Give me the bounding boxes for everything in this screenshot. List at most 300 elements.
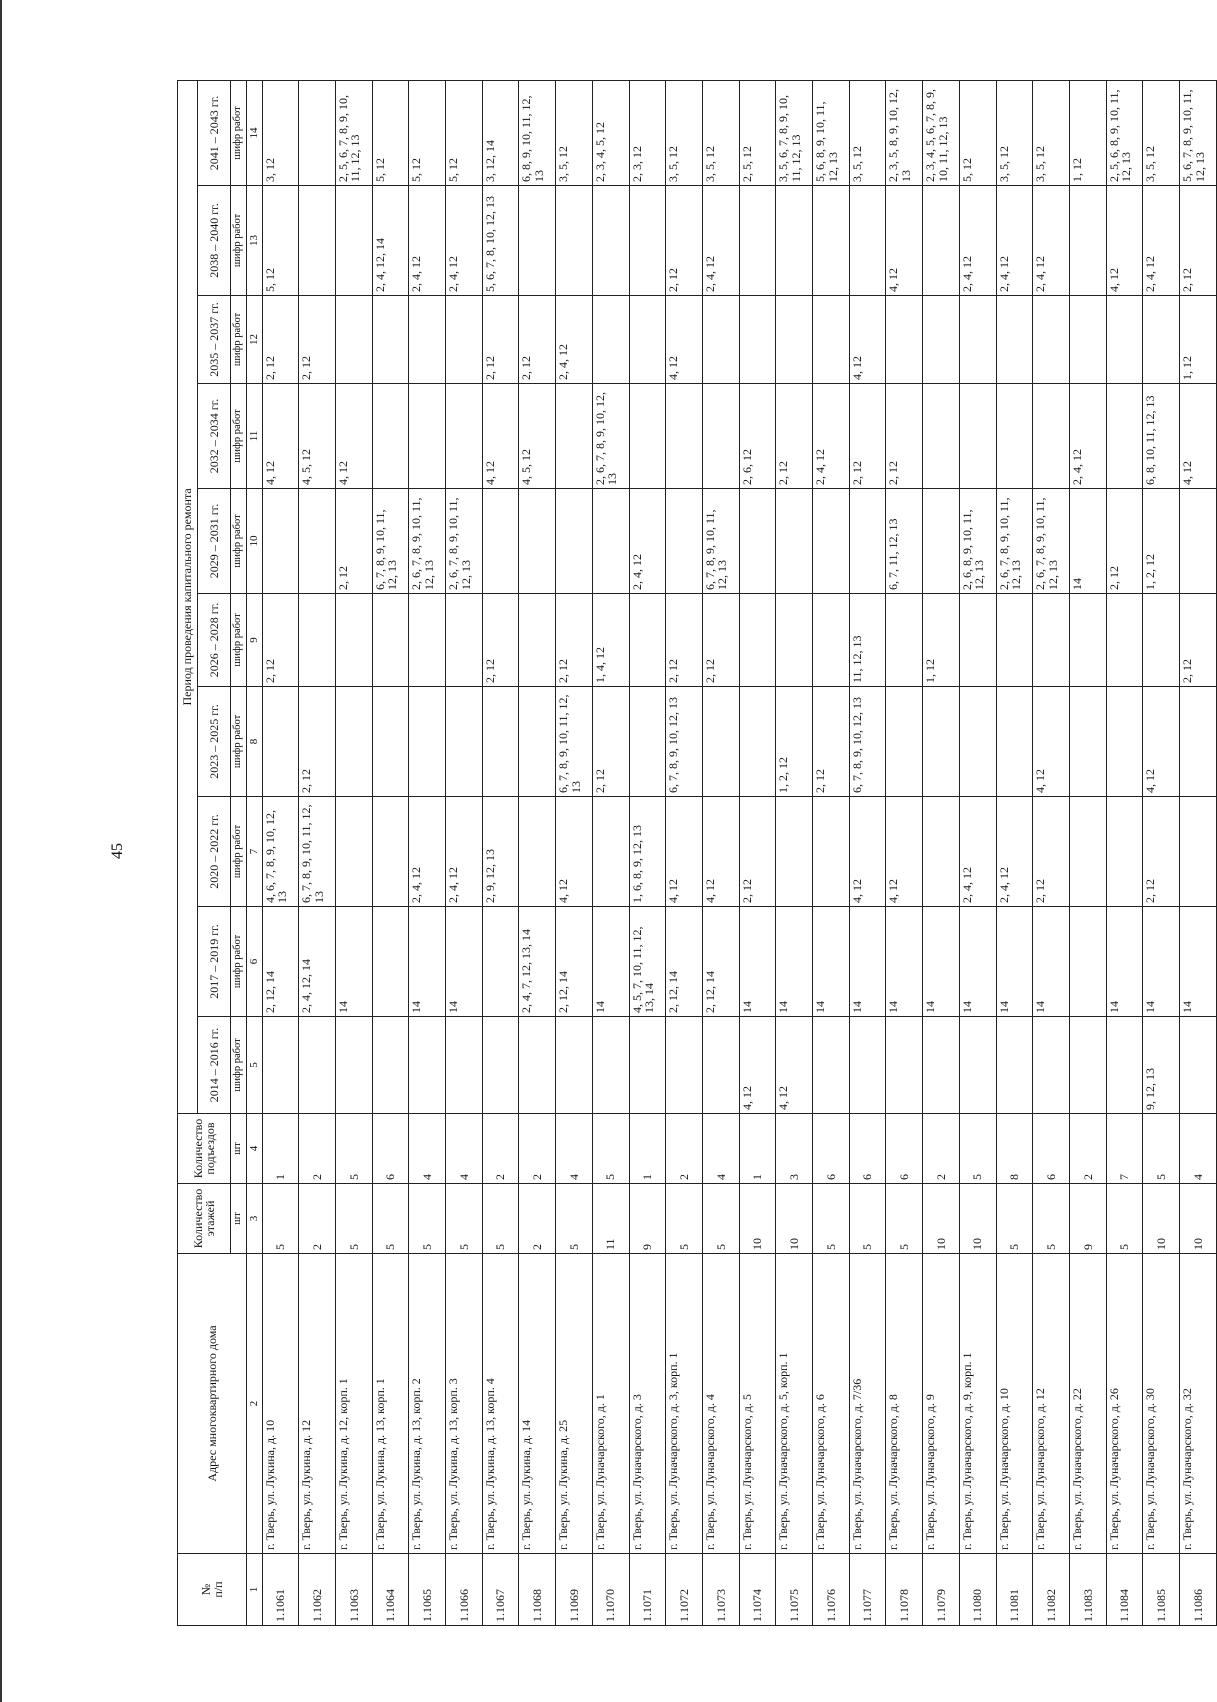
row-work-codes-period-9 <box>776 186 813 296</box>
row-floors: 9 <box>629 1184 666 1254</box>
row-work-codes-period-5 <box>519 594 556 687</box>
row-number: 1.1078 <box>886 1554 923 1626</box>
row-work-codes-period-8 <box>923 296 960 384</box>
row-work-codes-period-8: 4, 12 <box>849 296 886 384</box>
table-row <box>813 80 850 1625</box>
row-work-codes-period-6 <box>592 489 629 594</box>
row-floors: 9 <box>1069 1184 1106 1254</box>
header-period: Период проведения капитального ремонта <box>178 80 198 1113</box>
header-period-1: 2014 – 2016 гг. <box>198 1017 231 1114</box>
row-work-codes-period-3: 4, 12 <box>556 797 593 907</box>
row-work-codes-period-9: 2, 12 <box>666 186 703 296</box>
row-work-codes-period-5 <box>299 594 336 687</box>
row-work-codes-period-5 <box>776 594 813 687</box>
row-work-codes-period-7 <box>923 384 960 489</box>
row-work-codes-period-1 <box>959 1017 996 1114</box>
row-entrances: 3 <box>776 1114 813 1184</box>
row-entrances: 8 <box>996 1114 1033 1184</box>
row-work-codes-period-9: 2, 4, 12 <box>959 186 996 296</box>
row-entrances: 7 <box>1106 1114 1143 1184</box>
row-work-codes-period-9: 2, 4, 12 <box>1033 186 1070 296</box>
row-work-codes-period-8 <box>1069 296 1106 384</box>
row-work-codes-period-4 <box>996 687 1033 797</box>
row-number: 1.1066 <box>446 1554 483 1626</box>
row-work-codes-period-5 <box>959 594 996 687</box>
row-work-codes-period-10: 5, 6, 7, 8, 9, 10, 11, 12, 13 <box>1180 80 1217 185</box>
header-unit-floors: шт <box>231 1184 247 1254</box>
row-work-codes-period-8: 2, 4, 12 <box>556 296 593 384</box>
row-address: г. Тверь, ул. Луначарского, д. 32 <box>1180 1254 1217 1554</box>
row-work-codes-period-2: 14 <box>409 907 446 1017</box>
row-work-codes-period-4 <box>629 687 666 797</box>
table-row <box>776 80 813 1625</box>
row-work-codes-period-7 <box>556 384 593 489</box>
row-work-codes-period-8 <box>886 296 923 384</box>
row-work-codes-period-2 <box>1069 907 1106 1017</box>
header-period-3: 2020 – 2022 гг. <box>198 797 231 907</box>
header-period-2: 2017 – 2019 гг. <box>198 907 231 1017</box>
row-address: г. Тверь, ул. Луначарского, д. 12 <box>1033 1254 1070 1554</box>
row-work-codes-period-8 <box>372 296 409 384</box>
header-work-code: шифр работ <box>231 797 247 907</box>
row-work-codes-period-4 <box>409 687 446 797</box>
row-work-codes-period-7: 4, 12 <box>335 384 372 489</box>
row-work-codes-period-9 <box>592 186 629 296</box>
row-work-codes-period-2: 14 <box>886 907 923 1017</box>
row-work-codes-period-8 <box>813 296 850 384</box>
table-row <box>1069 80 1106 1625</box>
row-work-codes-period-2: 14 <box>923 907 960 1017</box>
row-work-codes-period-10: 3, 12, 14 <box>482 80 519 185</box>
table-row <box>1106 80 1143 1625</box>
row-work-codes-period-9: 2, 4, 12 <box>446 186 483 296</box>
table-row <box>849 80 886 1625</box>
row-work-codes-period-5: 1, 12 <box>923 594 960 687</box>
row-work-codes-period-4 <box>482 687 519 797</box>
row-floors: 10 <box>739 1184 776 1254</box>
row-work-codes-period-8 <box>1033 296 1070 384</box>
row-number: 1.1065 <box>409 1554 446 1626</box>
row-work-codes-period-1: 4, 12 <box>776 1017 813 1114</box>
row-address: г. Тверь, ул. Луначарского, д. 3, корп. 1 <box>666 1254 703 1554</box>
row-work-codes-period-3: 2, 4, 12 <box>409 797 446 907</box>
header-column-number: 7 <box>247 797 263 907</box>
row-work-codes-period-10: 3, 5, 6, 7, 8, 9, 10, 11, 12, 13 <box>776 80 813 185</box>
row-work-codes-period-5: 2, 12 <box>262 594 299 687</box>
row-work-codes-period-10: 6, 8, 9, 10, 11, 12, 13 <box>519 80 556 185</box>
row-work-codes-period-5: 2, 12 <box>702 594 739 687</box>
row-number: 1.1083 <box>1069 1554 1106 1626</box>
row-work-codes-period-3: 2, 12 <box>1143 797 1180 907</box>
row-address: г. Тверь, ул. Лукина, д. 14 <box>519 1254 556 1554</box>
row-entrances: 2 <box>923 1114 960 1184</box>
row-work-codes-period-4 <box>739 687 776 797</box>
row-address: г. Тверь, ул. Луначарского, д. 5 <box>739 1254 776 1554</box>
row-number: 1.1081 <box>996 1554 1033 1626</box>
row-work-codes-period-1 <box>666 1017 703 1114</box>
row-address: г. Тверь, ул. Луначарского, д. 8 <box>886 1254 923 1554</box>
row-work-codes-period-2: 14 <box>592 907 629 1017</box>
row-number: 1.1082 <box>1033 1554 1070 1626</box>
row-work-codes-period-10: 5, 6, 8, 9, 10, 11, 12, 13 <box>813 80 850 185</box>
row-work-codes-period-1 <box>372 1017 409 1114</box>
row-entrances: 4 <box>556 1114 593 1184</box>
row-number: 1.1085 <box>1143 1554 1180 1626</box>
row-entrances: 2 <box>666 1114 703 1184</box>
header-period-9: 2038 – 2040 гг. <box>198 186 231 296</box>
row-floors: 11 <box>592 1184 629 1254</box>
row-floors: 10 <box>959 1184 996 1254</box>
table-row <box>299 80 336 1625</box>
row-work-codes-period-2: 14 <box>776 907 813 1017</box>
row-work-codes-period-7 <box>1033 384 1070 489</box>
row-work-codes-period-8: 2, 12 <box>299 296 336 384</box>
row-work-codes-period-7: 4, 5, 12 <box>519 384 556 489</box>
header-work-code: шифр работ <box>231 489 247 594</box>
row-work-codes-period-2: 2, 12, 14 <box>556 907 593 1017</box>
row-work-codes-period-5 <box>886 594 923 687</box>
row-floors: 5 <box>666 1184 703 1254</box>
row-work-codes-period-6 <box>556 489 593 594</box>
row-work-codes-period-7 <box>1106 384 1143 489</box>
row-work-codes-period-4: 2, 12 <box>592 687 629 797</box>
row-work-codes-period-7: 4, 12 <box>482 384 519 489</box>
row-work-codes-period-2: 14 <box>739 907 776 1017</box>
row-number: 1.1064 <box>372 1554 409 1626</box>
row-work-codes-period-6 <box>849 489 886 594</box>
row-address: г. Тверь, ул. Луначарского, д. 9, корп. 1 <box>959 1254 996 1554</box>
header-column-number: 4 <box>247 1114 263 1184</box>
row-work-codes-period-2: 14 <box>1143 907 1180 1017</box>
row-entrances: 1 <box>262 1114 299 1184</box>
row-work-codes-period-6: 1, 2, 12 <box>1143 489 1180 594</box>
row-entrances: 5 <box>335 1114 372 1184</box>
header-column-number: 13 <box>247 186 263 296</box>
row-address: г. Тверь, ул. Луначарского, д. 7/36 <box>849 1254 886 1554</box>
row-number: 1.1068 <box>519 1554 556 1626</box>
row-work-codes-period-2: 2, 12, 14 <box>262 907 299 1017</box>
row-work-codes-period-6 <box>923 489 960 594</box>
row-work-codes-period-9 <box>739 186 776 296</box>
row-number: 1.1067 <box>482 1554 519 1626</box>
row-work-codes-period-9: 2, 4, 12 <box>409 186 446 296</box>
row-work-codes-period-10: 3, 5, 12 <box>666 80 703 185</box>
table-row <box>996 80 1033 1625</box>
row-work-codes-period-2: 14 <box>1180 907 1217 1017</box>
row-work-codes-period-5 <box>1106 594 1143 687</box>
row-work-codes-period-4 <box>886 687 923 797</box>
row-work-codes-period-8 <box>702 296 739 384</box>
row-entrances: 2 <box>519 1114 556 1184</box>
row-address: г. Тверь, ул. Лукина, д. 13, корп. 2 <box>409 1254 446 1554</box>
row-work-codes-period-6 <box>262 489 299 594</box>
row-work-codes-period-9: 2, 12 <box>1180 186 1217 296</box>
row-work-codes-period-5 <box>1143 594 1180 687</box>
header-column-number: 5 <box>247 1017 263 1114</box>
table-row <box>519 80 556 1625</box>
row-work-codes-period-2: 14 <box>446 907 483 1017</box>
row-work-codes-period-5: 2, 12 <box>556 594 593 687</box>
table-row <box>372 80 409 1625</box>
capital-repair-table <box>177 80 1217 1626</box>
row-floors: 5 <box>702 1184 739 1254</box>
row-work-codes-period-8 <box>409 296 446 384</box>
row-work-codes-period-2: 14 <box>335 907 372 1017</box>
row-work-codes-period-3: 4, 12 <box>886 797 923 907</box>
row-work-codes-period-7: 4, 5, 12 <box>299 384 336 489</box>
row-work-codes-period-9: 2, 4, 12 <box>996 186 1033 296</box>
page-edge-line <box>0 0 2 1702</box>
row-work-codes-period-10: 5, 12 <box>409 80 446 185</box>
row-work-codes-period-8 <box>335 296 372 384</box>
row-work-codes-period-1 <box>335 1017 372 1114</box>
row-floors: 5 <box>335 1184 372 1254</box>
header-column-number: 8 <box>247 687 263 797</box>
row-floors: 5 <box>556 1184 593 1254</box>
row-work-codes-period-10: 3, 5, 12 <box>996 80 1033 185</box>
row-work-codes-period-6: 2, 12 <box>335 489 372 594</box>
row-work-codes-period-2: 2, 4, 12, 14 <box>299 907 336 1017</box>
row-work-codes-period-5 <box>335 594 372 687</box>
row-work-codes-period-3 <box>335 797 372 907</box>
row-work-codes-period-6 <box>739 489 776 594</box>
row-work-codes-period-7 <box>996 384 1033 489</box>
row-work-codes-period-4 <box>446 687 483 797</box>
row-work-codes-period-6: 2, 4, 12 <box>629 489 666 594</box>
row-work-codes-period-1 <box>482 1017 519 1114</box>
row-floors: 5 <box>886 1184 923 1254</box>
row-work-codes-period-7: 2, 12 <box>776 384 813 489</box>
row-floors: 5 <box>446 1184 483 1254</box>
row-work-codes-period-10: 2, 5, 6, 7, 8, 9, 10, 11, 12, 13 <box>335 80 372 185</box>
row-address: г. Тверь, ул. Лукина, д. 10 <box>262 1254 299 1554</box>
row-work-codes-period-1 <box>556 1017 593 1114</box>
header-work-code: шифр работ <box>231 1017 247 1114</box>
row-address: г. Тверь, ул. Луначарского, д. 5, корп. 1 <box>776 1254 813 1554</box>
header-column-number: 10 <box>247 489 263 594</box>
row-work-codes-period-3 <box>592 797 629 907</box>
row-work-codes-period-5: 11, 12, 13 <box>849 594 886 687</box>
row-address: г. Тверь, ул. Лукина, д. 13, корп. 3 <box>446 1254 483 1554</box>
row-work-codes-period-10 <box>299 80 336 185</box>
row-work-codes-period-10: 3, 5, 12 <box>849 80 886 185</box>
row-work-codes-period-4: 6, 7, 8, 9, 10, 12, 13 <box>849 687 886 797</box>
row-work-codes-period-8: 2, 12 <box>262 296 299 384</box>
row-number: 1.1063 <box>335 1554 372 1626</box>
row-work-codes-period-8: 1, 12 <box>1180 296 1217 384</box>
row-work-codes-period-8 <box>446 296 483 384</box>
row-work-codes-period-3: 4, 12 <box>702 797 739 907</box>
row-entrances: 5 <box>959 1114 996 1184</box>
row-address: г. Тверь, ул. Лукина, д. 13, корп. 4 <box>482 1254 519 1554</box>
row-work-codes-period-9 <box>1069 186 1106 296</box>
row-work-codes-period-9: 5, 6, 7, 8, 10, 12, 13 <box>482 186 519 296</box>
row-entrances: 4 <box>409 1114 446 1184</box>
row-work-codes-period-9 <box>813 186 850 296</box>
row-work-codes-period-9 <box>299 186 336 296</box>
row-work-codes-period-10: 2, 5, 12 <box>739 80 776 185</box>
header-column-number: 6 <box>247 907 263 1017</box>
row-work-codes-period-4 <box>1069 687 1106 797</box>
row-floors: 5 <box>1033 1184 1070 1254</box>
row-work-codes-period-1 <box>849 1017 886 1114</box>
row-entrances: 2 <box>1069 1114 1106 1184</box>
row-address: г. Тверь, ул. Луначарского, д. 30 <box>1143 1254 1180 1554</box>
row-work-codes-period-10: 5, 12 <box>372 80 409 185</box>
row-work-codes-period-7 <box>666 384 703 489</box>
row-work-codes-period-6: 6, 7, 8, 9, 10, 11, 12, 13 <box>702 489 739 594</box>
row-floors: 5 <box>1106 1184 1143 1254</box>
row-number: 1.1062 <box>299 1554 336 1626</box>
row-work-codes-period-9: 4, 12 <box>886 186 923 296</box>
row-work-codes-period-10: 2, 3, 4, 5, 6, 7, 8, 9, 10, 11, 12, 13 <box>923 80 960 185</box>
row-address: г. Тверь, ул. Луначарского, д. 4 <box>702 1254 739 1554</box>
row-work-codes-period-8 <box>959 296 996 384</box>
header-column-number: 12 <box>247 296 263 384</box>
row-work-codes-period-6: 2, 12 <box>1106 489 1143 594</box>
row-work-codes-period-2: 4, 5, 7, 10, 11, 12, 13, 14 <box>629 907 666 1017</box>
row-work-codes-period-7 <box>629 384 666 489</box>
row-work-codes-period-8: 2, 12 <box>519 296 556 384</box>
header-column-number: 2 <box>247 1254 263 1554</box>
row-work-codes-period-3 <box>372 797 409 907</box>
row-work-codes-period-5 <box>409 594 446 687</box>
row-address: г. Тверь, ул. Луначарского, д. 10 <box>996 1254 1033 1554</box>
row-work-codes-period-1 <box>629 1017 666 1114</box>
table-row <box>702 80 739 1625</box>
header-column-number: 9 <box>247 594 263 687</box>
row-work-codes-period-3: 4, 12 <box>849 797 886 907</box>
row-address: г. Тверь, ул. Луначарского, д. 6 <box>813 1254 850 1554</box>
row-entrances: 5 <box>1143 1114 1180 1184</box>
row-work-codes-period-3 <box>1069 797 1106 907</box>
header-number: № п/п <box>178 1554 247 1626</box>
row-work-codes-period-1 <box>702 1017 739 1114</box>
row-work-codes-period-7: 2, 4, 12 <box>813 384 850 489</box>
row-work-codes-period-7 <box>372 384 409 489</box>
row-work-codes-period-9: 2, 4, 12, 14 <box>372 186 409 296</box>
row-work-codes-period-3: 2, 4, 12 <box>959 797 996 907</box>
table-row <box>592 80 629 1625</box>
row-work-codes-period-8: 2, 12 <box>482 296 519 384</box>
row-work-codes-period-6 <box>666 489 703 594</box>
row-work-codes-period-3: 2, 4, 12 <box>996 797 1033 907</box>
row-work-codes-period-1 <box>446 1017 483 1114</box>
row-work-codes-period-4: 4, 12 <box>1033 687 1070 797</box>
table-row <box>739 80 776 1625</box>
row-entrances: 1 <box>739 1114 776 1184</box>
table-row <box>666 80 703 1625</box>
row-work-codes-period-5 <box>739 594 776 687</box>
table-row <box>923 80 960 1625</box>
row-work-codes-period-10: 2, 3, 5, 8, 9, 10, 12, 13 <box>886 80 923 185</box>
row-work-codes-period-7: 2, 12 <box>849 384 886 489</box>
header-work-code: шифр работ <box>231 907 247 1017</box>
row-work-codes-period-4: 6, 7, 8, 9, 10, 12, 13 <box>666 687 703 797</box>
table-row <box>1180 80 1217 1625</box>
row-work-codes-period-10: 3, 12 <box>262 80 299 185</box>
table-row <box>262 80 299 1625</box>
row-work-codes-period-4: 2, 12 <box>299 687 336 797</box>
row-work-codes-period-10: 3, 5, 12 <box>702 80 739 185</box>
row-work-codes-period-2 <box>372 907 409 1017</box>
row-work-codes-period-4 <box>1106 687 1143 797</box>
row-work-codes-period-10: 3, 5, 12 <box>556 80 593 185</box>
row-work-codes-period-6: 6, 7, 8, 9, 10, 11, 12, 13 <box>372 489 409 594</box>
header-floors: Количество этажей <box>178 1184 231 1254</box>
row-work-codes-period-2: 2, 4, 7, 12, 13, 14 <box>519 907 556 1017</box>
page-number: 45 <box>109 843 126 859</box>
row-work-codes-period-1 <box>1033 1017 1070 1114</box>
table-row <box>482 80 519 1625</box>
row-address: г. Тверь, ул. Луначарского, д. 1 <box>592 1254 629 1554</box>
table-row <box>335 80 372 1625</box>
row-address: г. Тверь, ул. Луначарского, д. 9 <box>923 1254 960 1554</box>
row-work-codes-period-6 <box>299 489 336 594</box>
header-work-code: шифр работ <box>231 296 247 384</box>
row-work-codes-period-9 <box>923 186 960 296</box>
row-entrances: 4 <box>446 1114 483 1184</box>
row-work-codes-period-5: 1, 4, 12 <box>592 594 629 687</box>
row-work-codes-period-6: 2, 6, 8, 9, 10, 11, 12, 13 <box>959 489 996 594</box>
row-work-codes-period-4 <box>519 687 556 797</box>
row-work-codes-period-7: 2, 4, 12 <box>1069 384 1106 489</box>
row-work-codes-period-10: 2, 3, 4, 5, 12 <box>592 80 629 185</box>
row-work-codes-period-3: 2, 12 <box>1033 797 1070 907</box>
row-entrances: 1 <box>629 1114 666 1184</box>
row-work-codes-period-2: 2, 12, 14 <box>702 907 739 1017</box>
header-work-code: шифр работ <box>231 687 247 797</box>
row-work-codes-period-6: 2, 6, 7, 8, 9, 10, 11, 12, 13 <box>409 489 446 594</box>
row-work-codes-period-7: 6, 8, 10, 11, 12, 13 <box>1143 384 1180 489</box>
row-address: г. Тверь, ул. Луначарского, д. 22 <box>1069 1254 1106 1554</box>
row-work-codes-period-5 <box>996 594 1033 687</box>
row-floors: 2 <box>299 1184 336 1254</box>
row-address: г. Тверь, ул. Лукина, д. 12 <box>299 1254 336 1554</box>
row-number: 1.1061 <box>262 1554 299 1626</box>
row-number: 1.1075 <box>776 1554 813 1626</box>
row-entrances: 4 <box>1180 1114 1217 1184</box>
row-work-codes-period-6 <box>776 489 813 594</box>
row-work-codes-period-2: 14 <box>1106 907 1143 1017</box>
row-work-codes-period-1 <box>886 1017 923 1114</box>
row-work-codes-period-5: 2, 12 <box>666 594 703 687</box>
row-work-codes-period-1 <box>299 1017 336 1114</box>
row-work-codes-period-9 <box>849 186 886 296</box>
table-row <box>886 80 923 1625</box>
header-work-code: шифр работ <box>231 384 247 489</box>
row-work-codes-period-1: 9, 12, 13 <box>1143 1017 1180 1114</box>
row-number: 1.1073 <box>702 1554 739 1626</box>
row-work-codes-period-9 <box>556 186 593 296</box>
table-row <box>446 80 483 1625</box>
header-period-6: 2029 – 2031 гг. <box>198 489 231 594</box>
row-work-codes-period-4 <box>262 687 299 797</box>
row-work-codes-period-10: 3, 5, 12 <box>1143 80 1180 185</box>
row-work-codes-period-8 <box>629 296 666 384</box>
row-work-codes-period-10: 5, 12 <box>446 80 483 185</box>
row-floors: 10 <box>776 1184 813 1254</box>
row-work-codes-period-8 <box>996 296 1033 384</box>
header-unit-entrances: шт <box>231 1114 247 1184</box>
header-work-code: шифр работ <box>231 186 247 296</box>
row-number: 1.1084 <box>1106 1554 1143 1626</box>
row-work-codes-period-9: 4, 12 <box>1106 186 1143 296</box>
row-work-codes-period-8 <box>739 296 776 384</box>
row-number: 1.1072 <box>666 1554 703 1626</box>
row-work-codes-period-4 <box>959 687 996 797</box>
row-work-codes-period-5 <box>813 594 850 687</box>
